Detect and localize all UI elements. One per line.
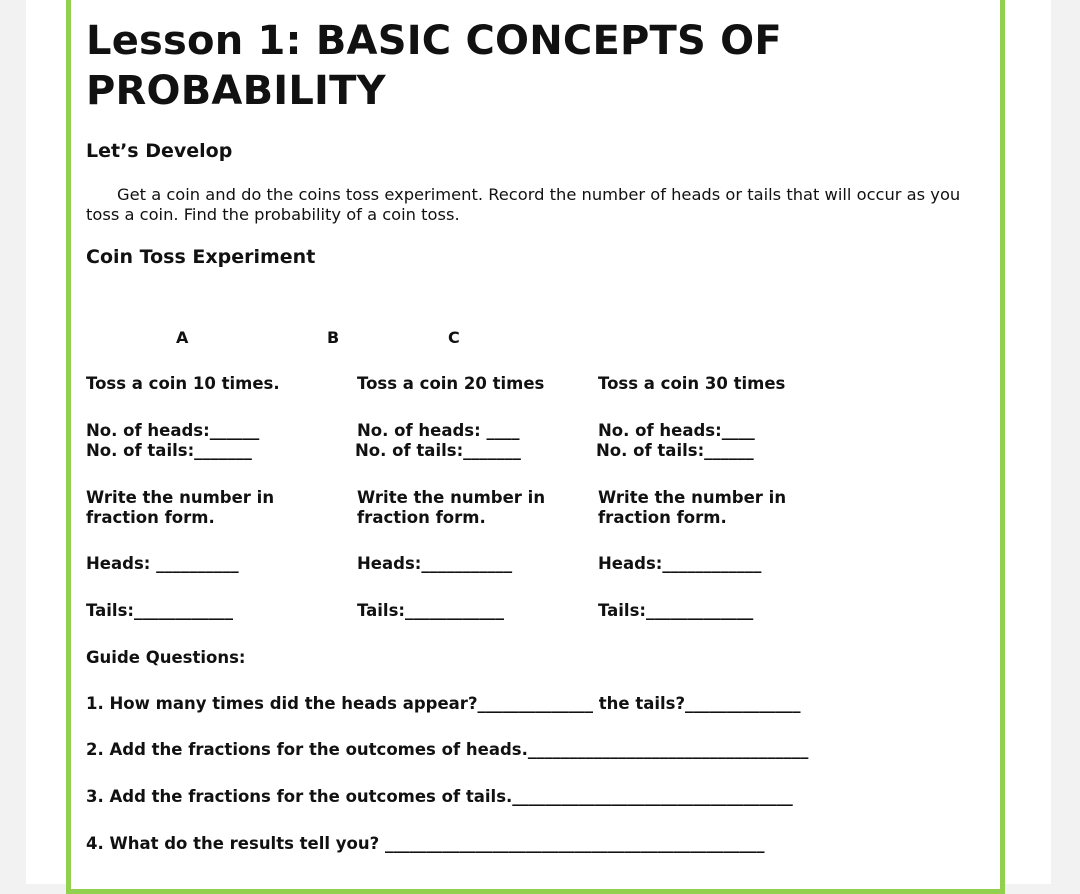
experiment-heading: Coin Toss Experiment <box>86 246 316 268</box>
column-a-heads-count: No. of heads:______ <box>86 421 260 440</box>
column-a-tails-count: No. of tails:_______ <box>86 441 252 460</box>
column-c-tails-count: No. of tails:______ <box>596 441 754 460</box>
guide-question-2: 2. Add the fractions for the outcomes of heads.__________________________________ <box>86 740 809 759</box>
column-letter-b: B <box>327 328 340 347</box>
guide-heading: Guide Questions: <box>86 648 246 667</box>
column-c-fraction-prompt: Write the number in <box>598 488 787 507</box>
section-heading: Let’s Develop <box>86 140 233 162</box>
column-letter-a: A <box>176 328 189 347</box>
lesson-title: Lesson 1: BASIC CONCEPTS OF PROBABILITY <box>86 18 782 114</box>
intro-paragraph: Get a coin and do the coins toss experiment. Record the number of heads or tails that will occur as you toss a coin. Find the probability of a coin toss. <box>86 185 961 224</box>
column-b-heads-count: No. of heads: ____ <box>357 421 520 440</box>
column-b-fraction-prompt-2: fraction form. <box>357 508 486 527</box>
column-c-heads-count: No. of heads:____ <box>598 421 755 440</box>
column-c-fraction-prompt-2: fraction form. <box>598 508 727 527</box>
column-b-fraction-prompt: Write the number in <box>357 488 546 507</box>
column-c-toss: Toss a coin 30 times <box>598 374 786 393</box>
column-a-tails-fraction: Tails:____________ <box>86 601 233 620</box>
column-a-toss: Toss a coin 10 times. <box>86 374 280 393</box>
column-a-fraction-prompt-2: fraction form. <box>86 508 215 527</box>
column-b-heads-fraction: Heads:___________ <box>357 554 513 573</box>
column-b-tails-count: No. of tails:_______ <box>355 441 521 460</box>
guide-question-3: 3. Add the fractions for the outcomes of tails.__________________________________ <box>86 787 793 806</box>
column-b-tails-fraction: Tails:____________ <box>357 601 504 620</box>
guide-question-1: 1. How many times did the heads appear?______________ the tails?______________ <box>86 694 801 713</box>
guide-question-4: 4. What do the results tell you? ______________________________________________ <box>86 834 765 853</box>
column-c-tails-fraction: Tails:_____________ <box>598 601 754 620</box>
column-a-heads-fraction: Heads: __________ <box>86 554 239 573</box>
column-c-heads-fraction: Heads:____________ <box>598 554 762 573</box>
column-a-fraction-prompt: Write the number in <box>86 488 275 507</box>
column-b-toss: Toss a coin 20 times <box>357 374 545 393</box>
column-letter-c: C <box>448 328 460 347</box>
